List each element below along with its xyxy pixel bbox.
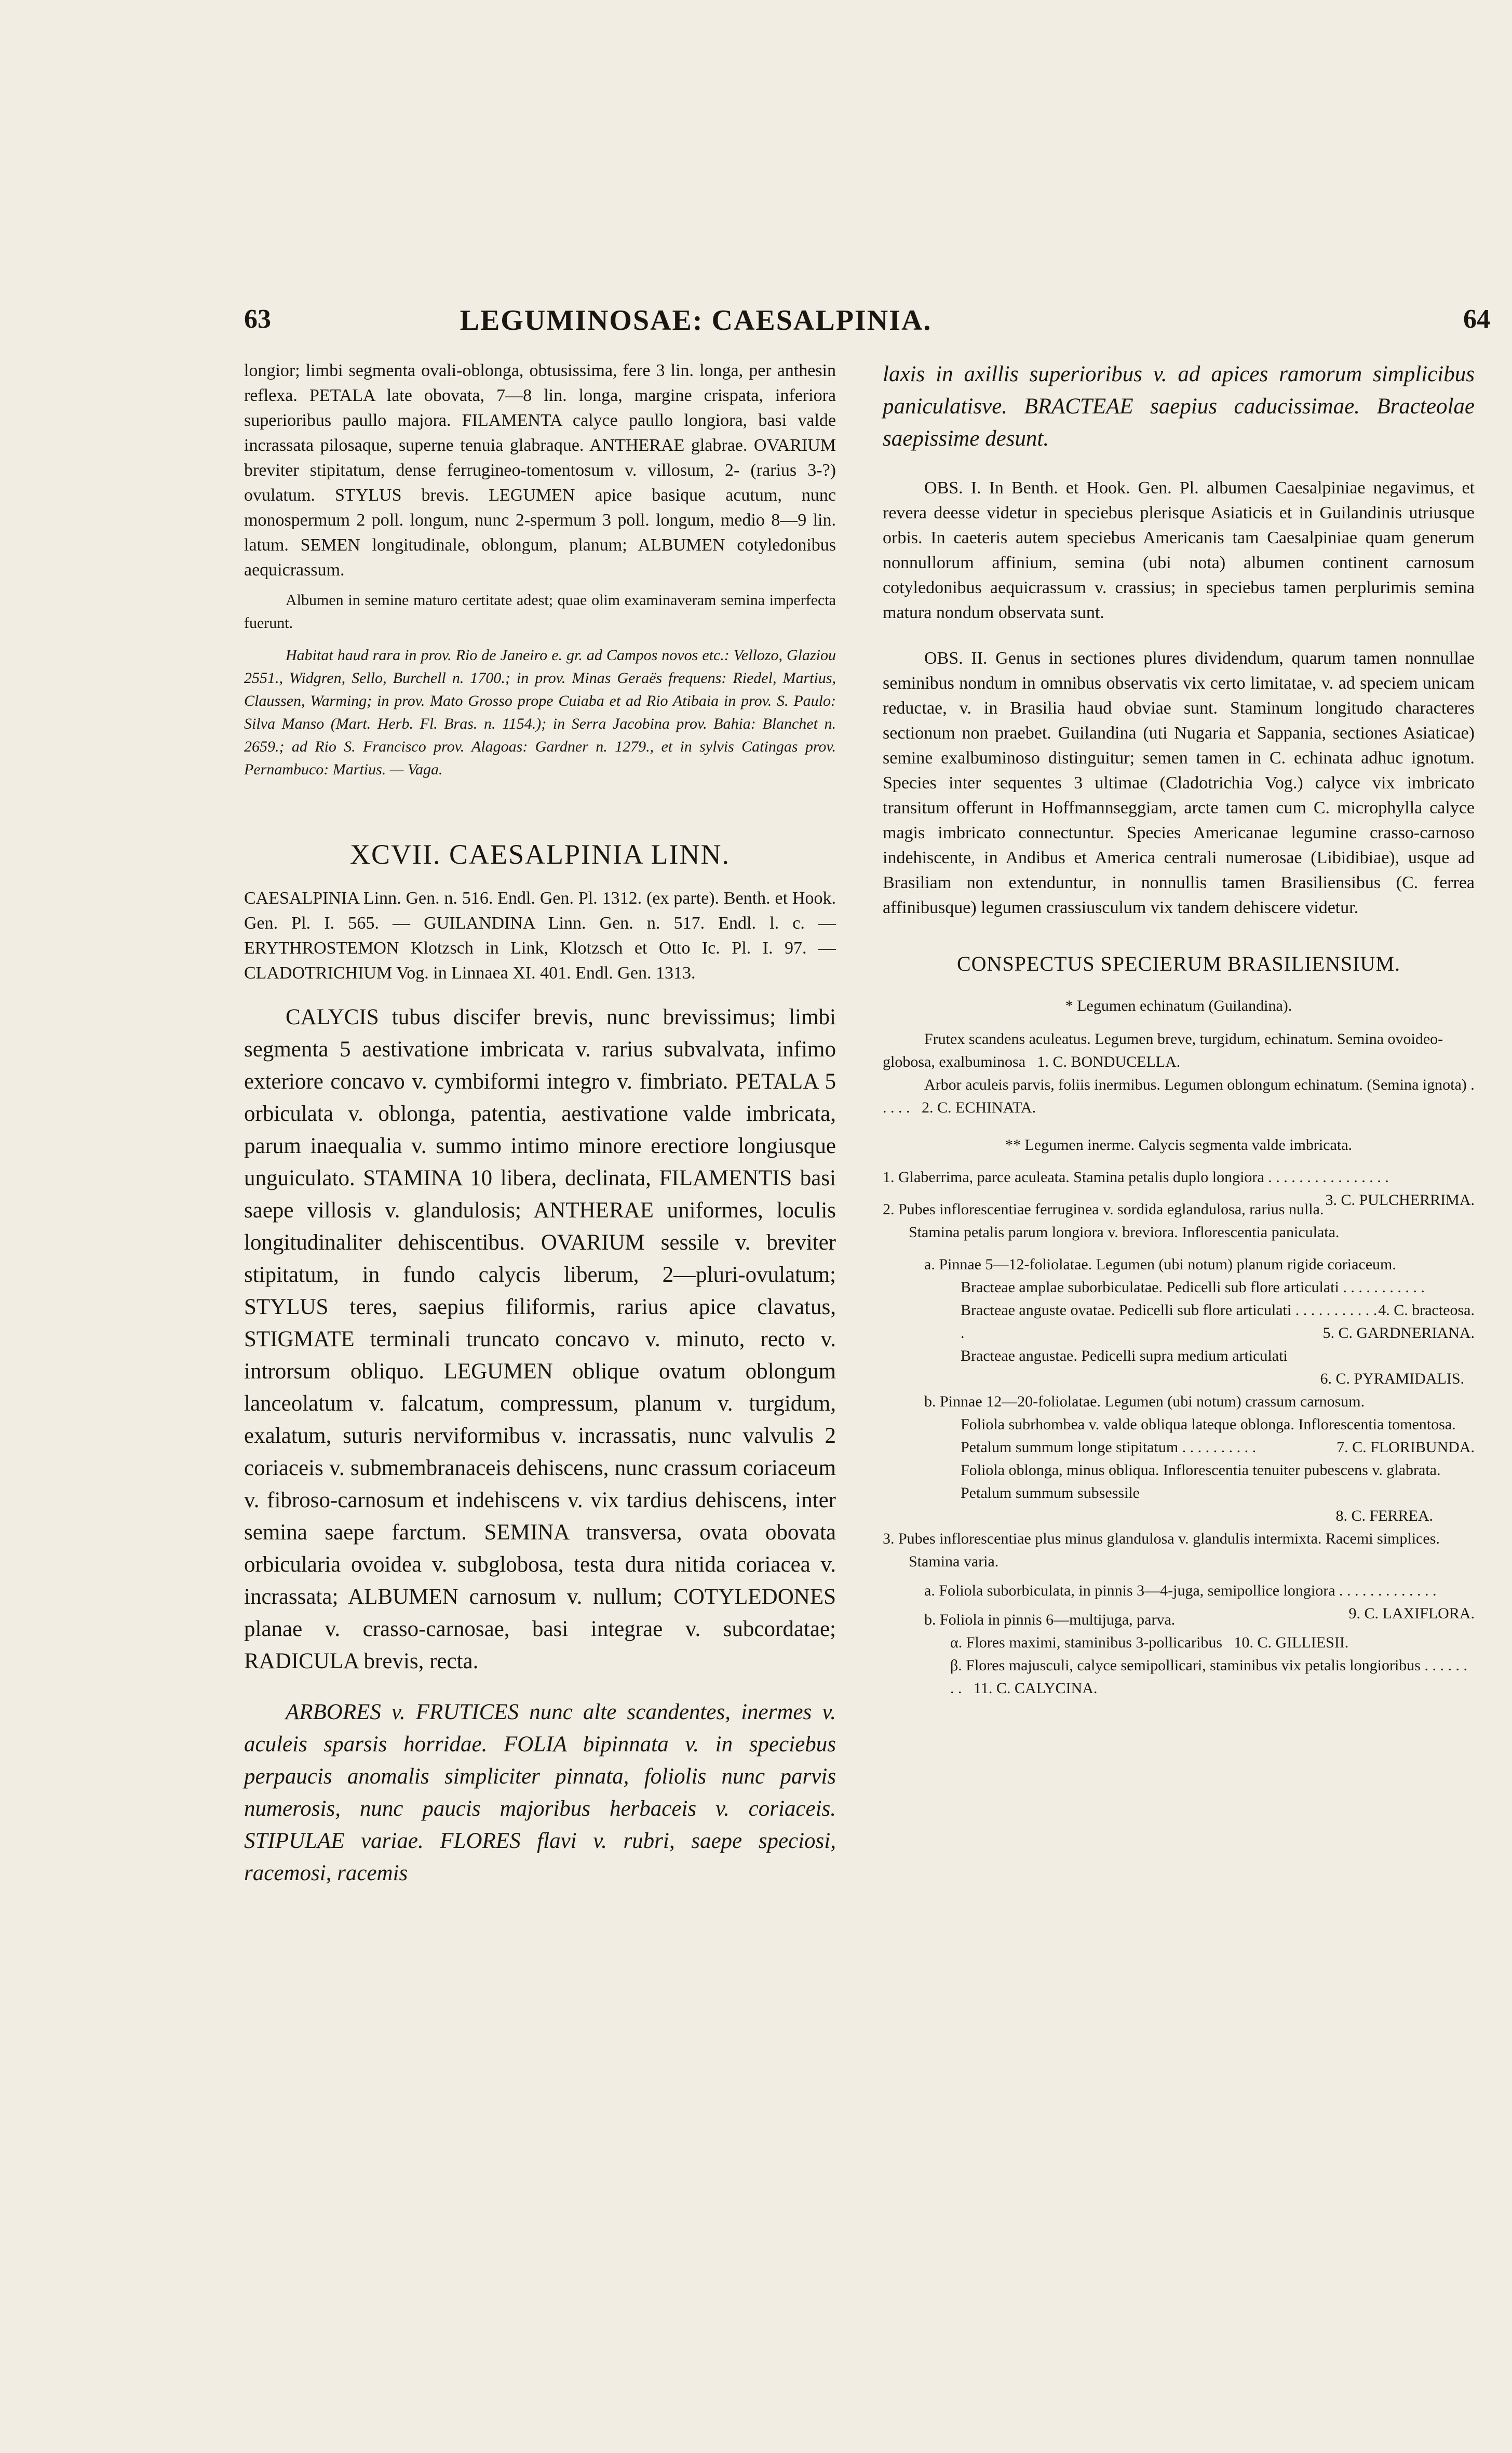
key-species-name: 1. C. BONDUCELLA.	[1037, 1053, 1181, 1070]
running-title: LEGUMINOSAE: CAESALPINIA.	[460, 304, 932, 337]
key-lead-text: Bracteae anguste ovatae. Pedicelli sub flore articulati . . . . . . . . . . . .	[961, 1302, 1378, 1342]
key-section-1-title: * Legumen echinatum (Guilandina).	[1065, 997, 1292, 1014]
key-lead-text: Foliola subrhombea v. valde obliqua lateque oblonga. Inflorescentia tomentosa. Petalum summum longe stipitatum . . . . . . . . . .	[961, 1416, 1456, 1456]
genus-habit: ARBORES v. FRUTICES nunc alte scandentes, inermes v. aculeis sparsis horridae. FOLIA bipinnata v. in speciebus perpaucis anomalis simpliciter pinnata, foliolis nunc parvis numerosis, nunc paucis majoribus herbaceis v. coriaceis. STIPULAE variae. FLORES flavi v. rubri, saepe speciosi, racemosi, racemis	[244, 1700, 836, 1885]
key-lead-text: α. Flores maximi, staminibus 3-pollicaribus	[950, 1634, 1223, 1651]
page-number-left: 63	[244, 304, 271, 334]
left-column	[244, 358, 836, 1889]
species-key	[883, 995, 1475, 1700]
key-lead-11	[883, 1654, 1475, 1700]
genus-description: CALYCIS tubus discifer brevis, nunc brevissimus; limbi segmenta 5 aestivatione imbricata v. rarius subvalvata, infimo exteriore concavo v. cymbiformi integro v. fimbriato. PETALA 5 orbiculata v. oblonga, patentia, aestivatione valde imbricata, parum inaequalia v. summo intimo minore erectiore longiusque unguiculato. STAMINA 10 libera, declinata, FILAMENTIS basi saepe villosis v. glandulosis; ANTHERAE uniformes, loculis longitudinaliter dehiscentibus. OVARIUM sessile v. breviter stipitatum, in fundo calycis liberum, 2—pluri-ovulatum; STYLUS teres, saepius filiformis, rarius apice clavatus, STIGMATE terminali truncato concavo v. minuto, recto v. introrsum obliquo. LEGUMEN oblique ovatum oblongum lanceolatum v. falcatum, compressum, planum v. turgidum, exalatum, suturis nerviformibus v. incrassatis, nunc valvulis 2 coriaceis v. submembranaceis dehiscens, nunc crassum coriaceum v. fibroso-carnosum et indehiscens v. vix tardius dehiscens, inter semina saepe farctum. SEMINA transversa, ovata obovata orbicularia ovoidea v. subglobosa, testa dura nitida coriacea v. incrassata; ALBUMEN carnosum v. nullum; COTYLEDONES planae v. crasso-carnosae, basi integrae v. subcordatae; RADICULA brevis, recta.	[244, 1005, 836, 1673]
key-lead-pinnae-12-20: b. Pinnae 12—20-foliolatae. Legumen (ubi notum) crassum carnosum.	[924, 1393, 1365, 1410]
key-lead-text: Arbor aculeis parvis, foliis inermibus. Legumen oblongum echinatum. (Semina ignota) . . . . .	[883, 1076, 1475, 1116]
key-lead-7	[883, 1413, 1475, 1459]
observation-2: OBS. II. Genus in sectiones plures dividendum, quarum tamen nonnullae seminibus nondum in omnibus observatis vix certo limitatae, v. ad speciem unicam reductae, v. in Brasilia haud obviae sunt. Staminum longitudo characteres sectionum non praebet. Guilandina (uti Nugaria et Sappania, sectiones Asiaticae) semine exalbuminoso distinguitur; semen tamen in C. echinata adhuc ignotum. Species inter sequentes 3 ultimae (Cladotrichia Vog.) calyce vix imbricato transitum offerunt in Hoffmannseggiam, arcte tamen cum C. microphylla calyce magis imbricato connectuntur. Species Americanae legumine crasso-carnoso indehiscente, in Andibus et America centrali numerosae (Libidibiae), usque ad Brasiliam non extenduntur, in nonnullis tamen Brasiliensibus (C. ferrea affinibusque) legumen crassiusculum vix tandem dehiscere videtur.	[883, 649, 1475, 917]
key-lead-10	[883, 1631, 1475, 1654]
page-number-right: 64	[1463, 304, 1490, 334]
right-column	[883, 358, 1475, 1700]
key-species-name: 6. C. PYRAMIDALIS.	[1320, 1370, 1464, 1387]
key-lead-pubes-ferruginea: 2. Pubes inflorescentiae ferruginea v. sordida eglandulosa, rarius nulla. Stamina petalis parum longiora v. breviora. Inflorescentia paniculata.	[883, 1201, 1340, 1241]
key-species-name: 9. C. LAXIFLORA.	[1348, 1605, 1475, 1622]
key-section-2-title: ** Legumen inerme. Calycis segmenta valde imbricata.	[1005, 1136, 1353, 1154]
page-header	[244, 304, 1490, 335]
species-description: longior; limbi segmenta ovali-oblonga, obtusissima, fere 3 lin. longa, per anthesin reflexa. PETALA late obovata, 7—8 lin. longa, margine crispata, inferiora superioribus paullo majora. FILAMENTA calyce paullo longiora, basi valde incrassata pilosaque, superne tenuia glabraque. ANTHERAE glabrae. OVARIUM breviter stipitatum, dense ferrugineo-tomentosum v. villosum, 2- (rarius 3-?) ovulatum. STYLUS brevis. LEGUMEN apice basique acutum, nunc monospermum 2 poll. longum, nunc 2-spermum 3 poll. longum, medio 8—9 lin. latum. SEMEN longitudinale, oblongum, planum; ALBUMEN cotyledonibus aequicrassum.	[244, 361, 836, 580]
genus-synonymy: CAESALPINIA Linn. Gen. n. 516. Endl. Gen. Pl. 1312. (ex parte). Benth. et Hook. Gen. Pl. I. 565. — GUILANDINA Linn. Gen. n. 517. Endl. l. c. — ERYTHROSTEMON Klotzsch in Link, Klotzsch et Otto Ic. Pl. I. 97. — CLADOTRICHIUM Vog. in Linnaea XI. 401. Endl. Gen. 1313.	[244, 889, 836, 983]
key-species-name: 5. C. GARDNERIANA.	[1322, 1324, 1475, 1342]
key-lead-3	[883, 1166, 1475, 1209]
key-lead-text: a. Foliola suborbiculata, in pinnis 3—4-juga, semipollice longiora . . . . . . . . . . . . .	[924, 1582, 1437, 1599]
key-lead-4	[883, 1276, 1475, 1319]
key-species-name: 10. C. GILLIESII.	[1234, 1634, 1349, 1651]
genus-habit-continued: laxis in axillis superioribus v. ad apices ramorum simplicibus paniculatisve. BRACTEAE saepius caducissimae. Bracteolae saepissime desunt.	[883, 362, 1475, 451]
key-lead-pinnae-5-12: a. Pinnae 5—12-foliolatae. Legumen (ubi notum) planum rigide coriaceum.	[924, 1256, 1396, 1273]
key-lead-8: Foliola oblonga, minus obliqua. Inflorescentia tenuiter pubescens v. glabrata. Petalum summum subsessile	[961, 1462, 1441, 1502]
key-lead-2	[883, 1074, 1475, 1119]
conspectus-title: CONSPECTUS SPECIERUM BRASILIENSIUM.	[956, 952, 1401, 975]
key-species-name: 2. C. ECHINATA.	[922, 1099, 1036, 1116]
key-lead-text: Frutex scandens aculeatus. Legumen breve, turgidum, echinatum. Semina ovoideo-globosa, exalbuminosa	[883, 1030, 1443, 1070]
key-lead-text: Bracteae amplae suborbiculatae. Pedicelli sub flore articulati . . . . . . . . . . .	[961, 1279, 1425, 1296]
key-species-name: 4. C. bracteosa.	[1378, 1302, 1475, 1319]
key-lead-pubes-glandulosa: 3. Pubes inflorescentiae plus minus glandulosa v. glandulis intermixta. Racemi simplices. Stamina varia.	[883, 1530, 1440, 1570]
key-species-name: 3. C. PULCHERRIMA.	[1325, 1191, 1475, 1209]
key-species-name: 8. C. FERREA.	[1335, 1507, 1433, 1524]
observation-1: OBS. I. In Benth. et Hook. Gen. Pl. albumen Caesalpiniae negavimus, et revera deesse videtur in speciebus plerisque Asiaticis et in Guilandinis utriusque orbis. In caeteris autem speciebus Americanis tam Caesalpiniae quam generum nonnullorum affinium, semina (ubi nota) albumen continent carnosum cotyledonibus aequicrassum v. crassius; in speciebus tamen perplurimis semina matura nondum observata sunt.	[883, 478, 1475, 622]
key-lead-text: 1. Glaberrima, parce aculeata. Stamina petalis duplo longiora . . . . . . . . . . . . . . . .	[883, 1169, 1389, 1186]
habitat-paragraph: Habitat haud rara in prov. Rio de Janeiro e. gr. ad Campos novos etc.: Vellozo, Glaziou 2551., Widgren, Sello, Burchell n. 1700.; in prov. Minas Geraës frequens: Riedel, Martius, Claussen, Warming; in prov. Mato Grosso prope Cuiaba et ad Rio Atibaia in prov. S. Paulo: Silva Manso (Mart. Herb. Fl. Bras. n. 1154.); in Serra Jacobina prov. Bahia: Blanchet n. 2659.; ad Rio S. Francisco prov. Alagoas: Gardner n. 1279., et in sylvis Catingas prov. Pernambuco: Martius. — Vaga.	[244, 647, 836, 778]
key-lead-text: β. Flores majusculi, calyce semipollicari, staminibus vix petalis longioribus . . . . . . . .	[950, 1657, 1467, 1697]
albumen-note: Albumen in semine maturo certitate adest; quae olim examinaveram semina imperfecta fuerunt.	[244, 592, 836, 632]
key-lead-1	[883, 1028, 1475, 1074]
key-species-name: 7. C. FLORIBUNDA.	[1336, 1439, 1475, 1456]
genus-title: XCVII. CAESALPINIA LINN.	[350, 839, 730, 870]
key-species-name: 11. C. CALYCINA.	[974, 1680, 1098, 1697]
key-lead-foliola-parva: b. Foliola in pinnis 6—multijuga, parva.	[924, 1611, 1176, 1628]
key-lead-6: Bracteae angustae. Pedicelli supra medium articulati	[961, 1347, 1288, 1364]
